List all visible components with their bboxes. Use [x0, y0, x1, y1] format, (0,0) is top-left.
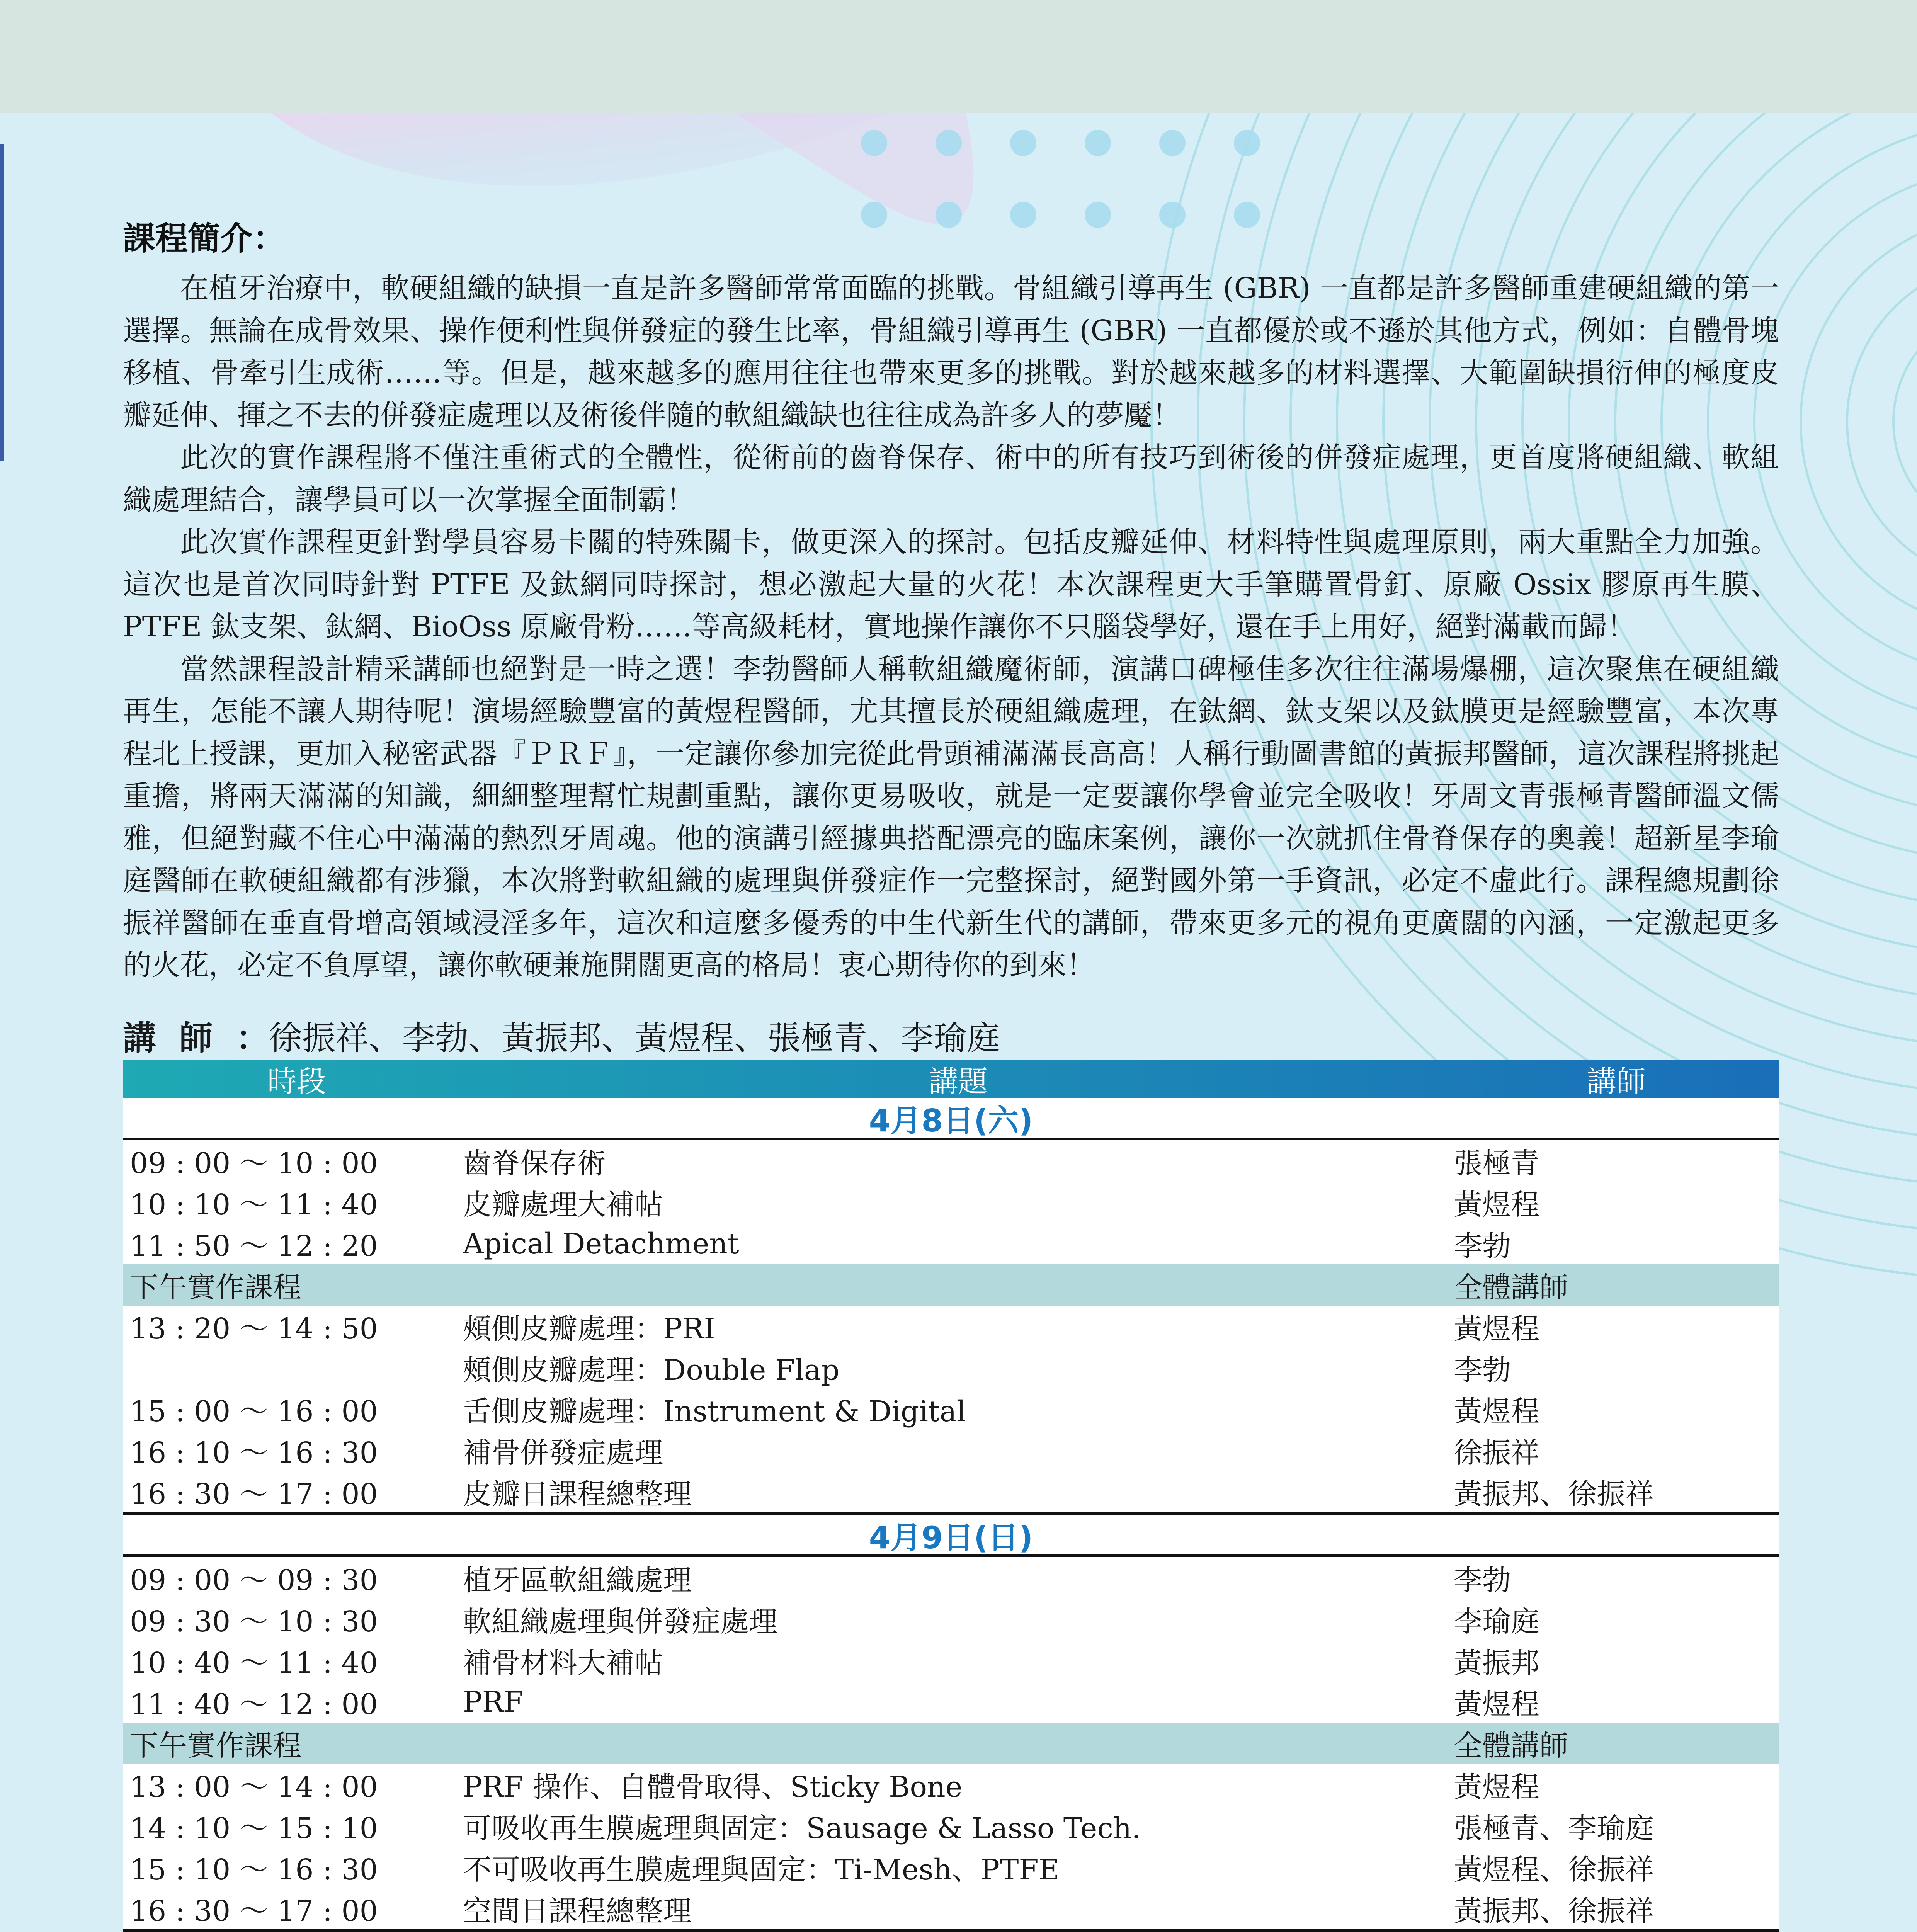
schedule-row [123, 1347, 1779, 1388]
session-speaker: 黃振邦、徐振祥 [1454, 1894, 1654, 1928]
session-time: 09 : 30 ～ 10 : 30 [130, 1605, 378, 1638]
schedule-row [123, 1430, 1779, 1471]
session-time: 13 : 00 ～ 14 : 00 [130, 1770, 378, 1804]
schedule-day-block [123, 1557, 1779, 1932]
session-topic: 空間日課程總整理 [463, 1894, 692, 1928]
session-speaker: 黃振邦 [1454, 1646, 1539, 1680]
intro-paragraph-4: 當然課程設計精采講師也絕對是一時之選！李勃醫師人稱軟組織魔術師，演講口碑極佳多次往往滿場爆棚，這次聚焦在硬組織再生，怎能不讓人期待呢！演場經驗豐富的黃煜程醫師，尤其擅長於硬組織處理，在鈦網、鈦支架以及鈦膜更是經驗豐富，本次專程北上授課，更加入秘密武器『ＰＲＦ』，一定讓你參加完從此骨頭補滿滿長高高！人稱行動圖書館的黃振邦醫師，這次課程將挑起重擔，將兩天滿滿的知識，細細整理幫忙規劃重點，讓你更易吸收，就是一定要讓你學會並完全吸收！牙周文青張極青醫師溫文儒雅，但絕對藏不住心中滿滿的熱烈牙周魂。他的演講引經據典搭配漂亮的臨床案例，讓你一次就抓住骨脊保存的奧義！超新星李瑜庭醫師在軟硬組織都有涉獵，本次將對軟組織的處理與併發症作一完整探討，絕對國外第一手資訊，必定不虛此行。課程總規劃徐振祥醫師在垂直骨增高領域浸淫多年，這次和這麼多優秀的中生代新生代的講師，帶來更多元的視角更廣闊的內涵，一定激起更多的火花，必定不負厚望，讓你軟硬兼施開闊更高的格局！衷心期待你的到來！ [123, 652, 1779, 982]
schedule-row [123, 1223, 1779, 1264]
session-topic: 皮瓣日課程總整理 [463, 1477, 692, 1511]
session-topic: 不可吸收再生膜處理與固定：Ti-Mesh、PTFE [463, 1853, 1060, 1886]
session-time: 16 : 30 ～ 17 : 00 [130, 1477, 378, 1511]
session-topic: 補骨材料大補帖 [463, 1646, 663, 1680]
session-speaker: 張極青、李瑜庭 [1454, 1811, 1654, 1845]
session-speaker: 黃煜程 [1454, 1312, 1539, 1345]
intro-text [123, 267, 1779, 987]
teachers-names: 徐振祥、李勃、黃振邦、黃煜程、張極青、李瑜庭 [269, 1019, 1000, 1058]
teachers-colon: ： [236, 1019, 269, 1058]
session-topic: 補骨併發症處理 [463, 1436, 663, 1469]
session-time: 14 : 10 ～ 15 : 10 [130, 1811, 378, 1845]
session-topic: 軟組織處理與併發症處理 [463, 1605, 777, 1638]
schedule-date-row: 4月8日(六) [123, 1098, 1779, 1140]
schedule-header [123, 1060, 1779, 1098]
schedule-row [123, 1847, 1779, 1888]
session-speaker: 黃煜程 [1454, 1188, 1539, 1221]
session-time: 09 : 00 ～ 09 : 30 [130, 1563, 378, 1597]
session-speaker: 徐振祥 [1454, 1436, 1539, 1469]
session-topic: 植牙區軟組織處理 [463, 1563, 692, 1597]
schedule-row [123, 1888, 1779, 1929]
session-topic: 齒脊保存術 [463, 1146, 606, 1180]
schedule-row-practice [123, 1264, 1779, 1306]
session-speaker: 李勃 [1454, 1353, 1511, 1387]
session-speaker: 黃煜程 [1454, 1395, 1539, 1428]
session-time: 09 : 00 ～ 10 : 00 [130, 1146, 378, 1180]
schedule-row [123, 1764, 1779, 1805]
session-time: 16 : 30 ～ 17 : 00 [130, 1894, 378, 1928]
session-time: 15 : 10 ～ 16 : 30 [130, 1853, 378, 1886]
session-time: 13 : 20 ～ 14 : 50 [130, 1312, 378, 1345]
session-time: 10 : 40 ～ 11 : 40 [130, 1646, 378, 1680]
header-time: 時段 [267, 1064, 326, 1099]
schedule-row [123, 1182, 1779, 1223]
schedule-row [123, 1388, 1779, 1430]
intro-paragraph-2: 此次的實作課程將不僅注重術式的全體性，從術前的齒脊保存、術中的所有技巧到術後的併發症處理，更首度將硬組織、軟組織處理結合，讓學員可以一次掌握全面制霸！ [123, 441, 1779, 517]
header-speaker: 講師 [1587, 1064, 1646, 1099]
schedule-row [123, 1471, 1779, 1512]
session-speaker: 黃煜程 [1454, 1687, 1539, 1721]
session-topic: PRF 操作、自體骨取得、Sticky Bone [463, 1770, 963, 1804]
page [0, 113, 1917, 1932]
schedule-table [123, 1060, 1779, 1932]
header-topic: 講題 [929, 1064, 988, 1099]
session-topic: 舌側皮瓣處理：Instrument & Digital [463, 1395, 966, 1428]
teachers-label: 講師 [123, 1019, 236, 1058]
schedule-days [123, 1098, 1779, 1932]
intro-paragraph-3: 此次實作課程更針對學員容易卡關的特殊關卡，做更深入的探討。包括皮瓣延伸、材料特性與處理原則，兩大重點全力加強。這次也是首次同時針對 PTFE 及鈦網同時探討，想必激起大量的火花！本次課程更大手筆購置骨釘、原廠 Ossix 膠原再生膜、PTFE 鈦支架、鈦網、BioOss 原廠骨粉……等高級耗材，實地操作讓你不只腦袋學好，還在手上用好，絕對滿載而歸！ [123, 526, 1779, 643]
session-topic: 皮瓣處理大補帖 [463, 1188, 663, 1221]
session-speaker: 黃振邦、徐振祥 [1454, 1477, 1654, 1511]
teachers-line [123, 1011, 1000, 1059]
session-speaker: 李勃 [1454, 1563, 1511, 1597]
schedule-row [123, 1640, 1779, 1681]
session-time: 11 : 50 ～ 12 : 20 [130, 1229, 378, 1263]
session-speaker: 李瑜庭 [1454, 1605, 1539, 1638]
intro-paragraph-1: 在植牙治療中，軟硬組織的缺損一直是許多醫師常常面臨的挑戰。骨組織引導再生 (GBR) 一直都是許多醫師重建硬組織的第一選擇。無論在成骨效果、操作便利性與併發症的發生比率，骨組織引導再生 (GBR) 一直都優於或不遜於其他方式，例如：自體骨塊移植、骨牽引生成術……等。但是，越來越多的應用往往也帶來更多的挑戰。對於越來越多的材料選擇、大範圍缺損衍伸的極度皮瓣延伸、揮之不去的併發症處理以及術後伴隨的軟組織缺也往往成為許多人的夢魘！ [123, 272, 1779, 432]
session-time: 16 : 10 ～ 16 : 30 [130, 1436, 378, 1469]
session-topic: 頰側皮瓣處理：PRI [463, 1312, 715, 1345]
schedule-row [123, 1306, 1779, 1347]
schedule-row [123, 1805, 1779, 1847]
session-speaker: 李勃 [1454, 1229, 1511, 1263]
schedule-row [123, 1140, 1779, 1182]
session-topic: 可吸收再生膜處理與固定：Sausage & Lasso Tech. [463, 1811, 1141, 1845]
session-speaker: 全體講師 [1454, 1729, 1568, 1762]
session-topic: 頰側皮瓣處理：Double Flap [463, 1353, 840, 1387]
session-speaker: 黃煜程、徐振祥 [1454, 1853, 1654, 1886]
schedule-row-practice [123, 1723, 1779, 1764]
session-speaker: 張極青 [1454, 1146, 1539, 1180]
session-time: 下午實作課程 [130, 1270, 301, 1304]
schedule-date-row: 4月9日(日) [123, 1515, 1779, 1557]
intro-heading: 課程簡介： [123, 219, 286, 257]
session-topic: Apical Detachment [463, 1227, 739, 1260]
session-topic: PRF [463, 1685, 524, 1719]
schedule-day-block [123, 1140, 1779, 1515]
schedule-row [123, 1599, 1779, 1640]
session-time: 下午實作課程 [130, 1729, 301, 1762]
session-speaker: 全體講師 [1454, 1270, 1568, 1304]
session-speaker: 黃煜程 [1454, 1770, 1539, 1804]
schedule-row [123, 1557, 1779, 1599]
session-time: 10 : 10 ～ 11 : 40 [130, 1188, 378, 1221]
schedule-row [123, 1681, 1779, 1723]
left-accent-bar [0, 144, 4, 461]
session-time: 11 : 40 ～ 12 : 00 [130, 1687, 378, 1721]
session-time: 15 : 00 ～ 16 : 00 [130, 1395, 378, 1428]
